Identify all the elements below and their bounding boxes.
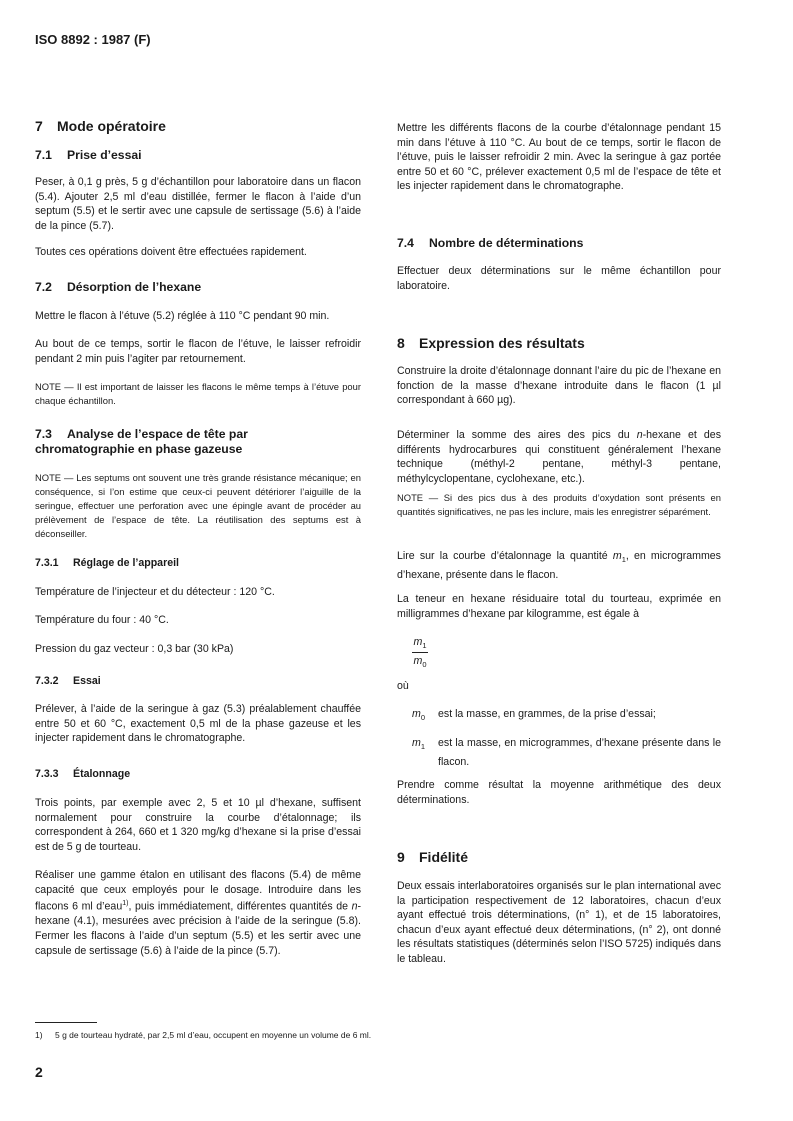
section-number: 7.1 — [35, 148, 52, 162]
section-title: Désorption de l’hexane — [67, 280, 202, 294]
paragraph: Pression du gaz vecteur : 0,3 bar (30 kPa) — [35, 643, 234, 655]
section-title: Réglage de l’appareil — [73, 557, 179, 569]
italic-text: n — [636, 429, 643, 441]
section-title: Fidélité — [419, 849, 469, 865]
text: Lire sur la courbe d’étalonnage la quantité — [397, 550, 613, 562]
paragraph: Prendre comme résultat la moyenne arithmétique des deux déterminations. — [397, 779, 721, 806]
symbol: m — [612, 550, 622, 562]
section-7-4-heading — [397, 236, 721, 251]
definition-text: est la masse, en grammes, de la prise d’essai; — [438, 708, 656, 720]
paragraph: Effectuer deux déterminations sur le même échantillon pour laboratoire. — [397, 265, 721, 292]
section-7-3-1-heading — [35, 557, 361, 569]
paragraph: Toutes ces opérations doivent être effectuées rapidement. — [35, 246, 307, 258]
subscript: 1 — [621, 555, 626, 565]
note: NOTE — Si des pics dus à des produits d’oxydation sont présents en quantités significatives, ne pas les inclure, mais les enregistrer séparément. — [397, 492, 721, 517]
symbol: m — [413, 655, 423, 668]
symbol — [412, 736, 438, 755]
symbol-letter: m — [412, 737, 421, 749]
subscript: 0 — [420, 713, 425, 723]
definition-m1 — [412, 736, 721, 769]
paragraph: Trois points, par exemple avec 2, 5 et 10 µl d’hexane, suffisent normalement pour construire la courbe d’étalonnage; ils correspondent à 264, 660 et 1 320 mg/kg d’hexane si la prise d’essai est de 5 g de tourteau. — [35, 797, 361, 853]
paragraph: Température du four : 40 °C. — [35, 614, 169, 626]
definition-m0 — [412, 707, 721, 726]
footnote-text: 5 g de tourteau hydraté, par 2,5 ml d’eau, occupent en moyenne un volume de 6 ml. — [55, 1030, 372, 1040]
text: Déterminer la somme des aires des pics du — [397, 429, 637, 441]
paragraph: Mettre les différents flacons de la courbe d’étalonnage pendant 15 min dans l’étuve à 110 °C. Au bout de ce temps, sortir le flacon de l’étuve, puis le laisser refroidir 2 min. Avec la seringue à gaz portée entre 50 et 60 °C, prélever exactement 0,5 ml de l’espace de tête et les injecter rapidement dans le chromatographe. — [397, 122, 721, 193]
section-number: 7 — [35, 118, 43, 134]
formula-fraction — [412, 636, 428, 669]
numerator — [412, 636, 428, 650]
where-label: où — [397, 680, 409, 692]
paragraph: Température de l’injecteur et du détecteur : 120 °C. — [35, 586, 275, 598]
paragraph: La teneur en hexane résiduaire total du tourteau, exprimée en milligrammes d’hexane par kilogramme, est égale à — [397, 593, 721, 620]
text: -hexane et des différents hydrocarbures qui constituent généralement l’hexane technique (méthyl-2 pentane, méthyl-3 pentane, méthylcyclopentane, cyclohexane, etc.). — [397, 429, 721, 485]
subscript: 1 — [420, 742, 425, 752]
note: NOTE — Les septums ont souvent une très grande résistance mécanique; en conséquence, si l’on estime que ceux-ci peuvent détériorer l’aiguille de la seringue, effectuer une perforation avec une épingle avant de procéder au prélèvement de l’espace de tête. La réutilisation des septums est à déconseiller. — [35, 472, 361, 539]
definition-text: est la masse, en microgrammes, d’hexane présente dans le flacon. — [438, 737, 721, 768]
section-title: Prise d’essai — [67, 148, 142, 162]
page-number: 2 — [35, 1064, 43, 1080]
paragraph — [397, 428, 721, 486]
text: , puis immédiatement, différentes quantités de — [128, 900, 352, 913]
symbol — [412, 707, 438, 726]
footnote — [35, 1030, 371, 1040]
section-7-3-heading — [35, 427, 315, 456]
document-header: ISO 8892 : 1987 (F) — [35, 32, 151, 47]
text: Réaliser une gamme étalon en utilisant des flacons (5.4) de même capacité que ceux employés pour le dosage. Introduire dans les flacons 6 ml d’eau — [35, 869, 361, 913]
paragraph — [397, 549, 721, 582]
section-7-3-3-heading — [35, 768, 361, 780]
paragraph: Prélever, à l’aide de la seringue à gaz (5.3) préalablement chauffée entre 50 et 60 °C, exactement 0,5 ml de la phase gazeuse et les injecter rapidement dans le chromatographe. — [35, 703, 361, 745]
section-7-2-heading — [35, 280, 361, 295]
subscript: 1 — [422, 641, 427, 651]
section-8-heading — [397, 335, 721, 351]
symbol-letter: m — [412, 708, 421, 720]
denominator — [412, 655, 428, 669]
section-7-1-heading — [35, 148, 361, 163]
fraction-bar — [412, 652, 428, 653]
footnote-divider — [35, 1022, 97, 1023]
paragraph: Peser, à 0,1 g près, 5 g d’échantillon pour laboratoire dans un flacon (5.4). Ajouter 2,5 ml d’eau distillée, fermer le flacon à l’aide d’un septum (5.5) et le sertir avec une capsule de sertissage (5.6) à l’aide de la pince (5.7). — [35, 176, 361, 232]
footnote-mark: 1) — [35, 1030, 43, 1040]
paragraph — [35, 868, 361, 958]
section-number: 9 — [397, 849, 405, 865]
section-7-heading — [35, 118, 361, 134]
paragraph: Mettre le flacon à l’étuve (5.2) réglée à 110 °C pendant 90 min. — [35, 310, 330, 322]
paragraph: Deux essais interlaboratoires organisés sur le plan international avec la participation respectivement de 12 laboratoires, chacun d’eux ayant effectué trois déterminations, (n° 1), et de 15 laboratoires, chacun d’eux ayant effectué deux déterminations, (n° 2), ont donné les résultats statistiques (déterminés selon l’ISO 5725) indiqués dans le tableau. — [397, 880, 721, 965]
section-title: Analyse de l’espace de tête par chromatographie en phase gazeuse — [35, 427, 248, 456]
section-number: 7.3.2 — [35, 675, 59, 687]
symbol: m — [413, 636, 423, 648]
text: -hexane (4.1), mesurées avec précision à l’aide de la seringue (5.8). Fermer les flacons à l’aide d’un septum (5.5) et les sertir avec une capsule de sertissage (5.6) à l’aide de la pince (5.7). — [35, 900, 361, 957]
section-number: 7.2 — [35, 280, 52, 294]
section-7-3-2-heading — [35, 675, 361, 687]
section-number: 7.3 — [35, 427, 52, 441]
paragraph: Construire la droite d’étalonnage donnant l’aire du pic de l’hexane en fonction de la masse d’hexane introduite dans le flacon (1 µl correspondant à 660 µg). — [397, 365, 721, 407]
section-number: 8 — [397, 335, 405, 351]
section-number: 7.3.1 — [35, 557, 59, 569]
text: , en microgrammes d’hexane, présente dans le flacon. — [397, 550, 721, 581]
footnote-ref: 1) — [122, 900, 129, 908]
subscript: 0 — [422, 660, 427, 670]
section-title: Nombre de déterminations — [429, 236, 584, 250]
note: NOTE — Il est important de laisser les flacons le même temps à l’étuve pour chaque échantillon. — [35, 381, 361, 406]
paragraph: Au bout de ce temps, sortir le flacon de l’étuve, le laisser refroidir pendant 2 min puis l’agiter par retournement. — [35, 338, 361, 365]
italic-text: n — [351, 900, 358, 913]
section-title: Expression des résultats — [419, 335, 585, 351]
section-number: 7.4 — [397, 236, 414, 250]
section-title: Mode opératoire — [57, 118, 166, 134]
section-9-heading — [397, 849, 721, 865]
section-title: Étalonnage — [73, 768, 131, 780]
section-number: 7.3.3 — [35, 768, 59, 780]
section-title: Essai — [73, 675, 101, 687]
